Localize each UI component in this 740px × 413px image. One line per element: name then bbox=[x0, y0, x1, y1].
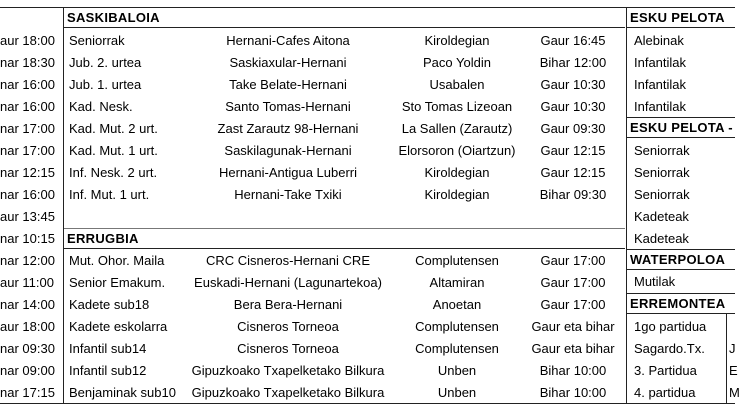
category: Kad. Mut. 2 urt. bbox=[69, 121, 158, 136]
category: Jub. 1. urtea bbox=[69, 77, 142, 92]
category: Benjaminak sub10 bbox=[69, 385, 176, 400]
category: Kad. Nesk. bbox=[69, 99, 133, 114]
left-time: nar 16:00 bbox=[0, 99, 55, 114]
match: Bera Bera-Hernani bbox=[233, 297, 343, 312]
left-time: nar 12:00 bbox=[0, 253, 55, 268]
match: Cisneros Torneoa bbox=[237, 319, 339, 334]
left-time: nar 10:15 bbox=[0, 231, 55, 246]
erremontea-extra: J bbox=[729, 341, 736, 356]
left-time: aur 11:00 bbox=[0, 275, 54, 290]
match: Gipuzkoako Txapelketako Bilkura bbox=[191, 385, 385, 400]
esku-pelota-item: Infantilak bbox=[634, 55, 687, 70]
erremontea-item: 1go partidua bbox=[634, 319, 707, 334]
time: Gaur 17:00 bbox=[540, 297, 606, 312]
time: Gaur 16:45 bbox=[540, 33, 606, 48]
venue: La Sallen (Zarautz) bbox=[401, 121, 513, 136]
left-time: nar 17:00 bbox=[0, 143, 55, 158]
time: Gaur 12:15 bbox=[540, 143, 606, 158]
time: Bihar 10:00 bbox=[539, 363, 607, 378]
left-time: aur 13:45 bbox=[0, 209, 55, 224]
time: Gaur 12:15 bbox=[540, 165, 606, 180]
time: Bihar 10:00 bbox=[539, 385, 607, 400]
time: Gaur eta bihar bbox=[531, 341, 615, 356]
esku-pelota-2-item: Seniorrak bbox=[634, 165, 690, 180]
waterpoloa-title: WATERPOLOA bbox=[630, 252, 726, 267]
match: CRC Cisneros-Hernani CRE bbox=[206, 253, 370, 268]
time: Gaur eta bihar bbox=[531, 319, 615, 334]
esku-pelota-2-item: Seniorrak bbox=[634, 143, 690, 158]
match: Santo Tomas-Hernani bbox=[225, 99, 351, 114]
saskibaloia-title: SASKIBALOIA bbox=[67, 10, 160, 25]
time: Gaur 17:00 bbox=[540, 275, 606, 290]
venue: Unben bbox=[437, 363, 477, 378]
erremontea-item: 4. partidua bbox=[634, 385, 696, 400]
esku-pelota-2-item: Seniorrak bbox=[634, 187, 690, 202]
left-time: nar 14:00 bbox=[0, 297, 55, 312]
venue: Anoetan bbox=[432, 297, 482, 312]
category: Mut. Ohor. Maila bbox=[69, 253, 165, 268]
erremontea-extra: E bbox=[729, 363, 738, 378]
esku-pelota-2-item: Kadeteak bbox=[634, 209, 689, 224]
category: Inf. Mut. 1 urt. bbox=[69, 187, 150, 202]
erremontea-title: ERREMONTEA bbox=[630, 296, 726, 311]
erremontea-inner-divider bbox=[726, 313, 727, 403]
right-column-divider bbox=[626, 7, 627, 403]
category: Jub. 2. urtea bbox=[69, 55, 142, 70]
category: Kadete eskolarra bbox=[69, 319, 168, 334]
venue: Altamiran bbox=[429, 275, 485, 290]
left-time: nar 17:00 bbox=[0, 121, 55, 136]
match: Take Belate-Hernani bbox=[229, 77, 347, 92]
match: Saskilagunak-Hernani bbox=[224, 143, 352, 158]
left-time: nar 17:15 bbox=[0, 385, 55, 400]
time: Gaur 09:30 bbox=[540, 121, 606, 136]
match: Hernani-Cafes Aitona bbox=[226, 33, 350, 48]
venue: Elorsoron (Oiartzun) bbox=[398, 143, 516, 158]
left-time: nar 16:00 bbox=[0, 77, 55, 92]
category: Senior Emakum. bbox=[69, 275, 166, 290]
left-time: nar 16:00 bbox=[0, 187, 55, 202]
erremontea-item: 3. Partidua bbox=[634, 363, 697, 378]
match: Zast Zarautz 98-Hernani bbox=[217, 121, 359, 136]
category: Infantil sub12 bbox=[69, 363, 147, 378]
left-time: nar 09:00 bbox=[0, 363, 55, 378]
match: Hernani-Take Txiki bbox=[234, 187, 342, 202]
venue: Kiroldegian bbox=[424, 187, 490, 202]
esku-pelota-item: Infantilak bbox=[634, 99, 687, 114]
esku-pelota-item: Infantilak bbox=[634, 77, 687, 92]
venue: Complutensen bbox=[415, 341, 499, 356]
left-time: nar 09:30 bbox=[0, 341, 55, 356]
time: Gaur 17:00 bbox=[540, 253, 606, 268]
erremontea-extra: M bbox=[729, 385, 740, 400]
category: Kadete sub18 bbox=[69, 297, 150, 312]
esku-pelota-2-item: Kadeteak bbox=[634, 231, 689, 246]
left-time: aur 18:00 bbox=[0, 319, 55, 334]
match: Saskiaxular-Hernani bbox=[229, 55, 347, 70]
time: Gaur 10:30 bbox=[540, 99, 606, 114]
time: Bihar 09:30 bbox=[539, 187, 607, 202]
left-time: nar 18:30 bbox=[0, 55, 55, 70]
venue: Usabalen bbox=[429, 77, 485, 92]
esku-pelota-item: Alebinak bbox=[634, 33, 684, 48]
match: Gipuzkoako Txapelketako Bilkura bbox=[191, 363, 385, 378]
match: Hernani-Antigua Luberri bbox=[218, 165, 358, 180]
esku-pelota-title: ESKU PELOTA bbox=[630, 10, 725, 25]
venue: Paco Yoldin bbox=[423, 55, 491, 70]
venue: Unben bbox=[437, 385, 477, 400]
erremontea-item: Sagardo.Tx. bbox=[634, 341, 705, 356]
match: Cisneros Torneoa bbox=[237, 341, 339, 356]
match: Euskadi-Hernani (Lagunartekoa) bbox=[194, 275, 382, 290]
waterpoloa-item: Mutilak bbox=[634, 274, 676, 289]
category: Seniorrak bbox=[69, 33, 125, 48]
errugbia-title: ERRUGBIA bbox=[67, 231, 139, 246]
esku-pelota-2-title: ESKU PELOTA - bbox=[630, 120, 733, 135]
left-time: aur 18:00 bbox=[0, 33, 55, 48]
venue: Complutensen bbox=[415, 253, 499, 268]
venue: Kiroldegian bbox=[424, 33, 490, 48]
category: Inf. Nesk. 2 urt. bbox=[69, 165, 158, 180]
time: Gaur 10:30 bbox=[540, 77, 606, 92]
venue: Kiroldegian bbox=[424, 165, 490, 180]
category: Kad. Mut. 1 urt. bbox=[69, 143, 158, 158]
time: Bihar 12:00 bbox=[539, 55, 607, 70]
venue: Sto Tomas Lizeoan bbox=[401, 99, 513, 114]
venue: Complutensen bbox=[415, 319, 499, 334]
left-time: nar 12:15 bbox=[0, 165, 55, 180]
category: Infantil sub14 bbox=[69, 341, 147, 356]
left-column-divider bbox=[63, 7, 64, 403]
